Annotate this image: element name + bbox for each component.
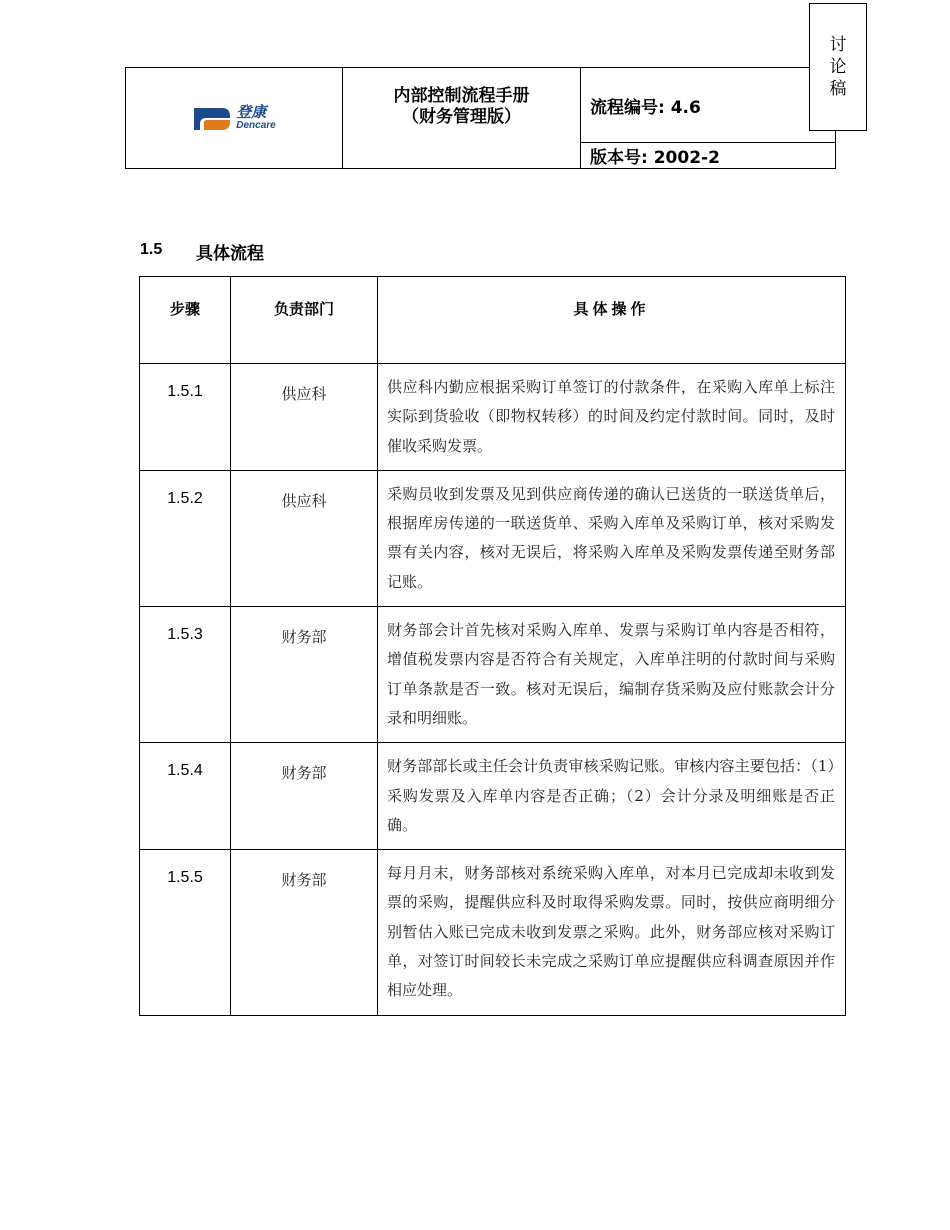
operation-text: 采购员收到发票及见到供应商传递的确认已送货的一联送货单后，根据库房传递的一联送货单、采购入库单及采购订单，核对采购发票有关内容，核对无误后，将采购入库单及采购发票传递至财务部记账。	[378, 470, 846, 606]
operation-text: 每月月末，财务部核对系统采购入库单，对本月已完成却未收到发票的采购，提醒供应科及时取得采购发票。同时，按供应商明细分别暂估入账已完成未收到发票之采购。此外，财务部应核对采购订单，对签订时间较长未完成之采购订单应提醒供应科调查原因并作相应处理。	[378, 850, 846, 1015]
procedure-table	[139, 276, 846, 1016]
draft-stamp	[809, 3, 867, 131]
table-row	[140, 743, 846, 850]
draft-char-3: 稿	[829, 79, 847, 99]
header-department: 负责部门	[231, 277, 378, 364]
process-code: 流程编号: 4.6	[581, 68, 836, 143]
document-header	[125, 67, 836, 169]
department: 财务部	[231, 607, 378, 743]
manual-title-line1: 内部控制流程手册	[393, 86, 530, 106]
dencare-logo-icon	[192, 104, 232, 132]
logo-chinese-name: 登康	[236, 103, 267, 121]
manual-title	[343, 68, 581, 169]
department: 供应科	[231, 470, 378, 606]
table-row	[140, 470, 846, 606]
draft-char-1: 讨	[829, 35, 847, 55]
company-logo	[192, 104, 275, 132]
logo-cell	[126, 68, 343, 169]
draft-char-2: 论	[829, 57, 847, 77]
operation-text: 财务部会计首先核对采购入库单、发票与采购订单内容是否相符，增值税发票内容是否符合有关规定，入库单注明的付款时间与采购订单条款是否一致。核对无误后，编制存货采购及应付账款会计分录和明细账。	[378, 607, 846, 743]
step-number: 1.5.4	[140, 743, 231, 850]
table-row	[140, 607, 846, 743]
section-number: 1.5	[140, 241, 163, 258]
operation-text: 供应科内勤应根据采购订单签订的付款条件，在采购入库单上标注实际到货验收（即物权转移）的时间及约定付款时间。同时，及时催收采购发票。	[378, 364, 846, 471]
step-number: 1.5.3	[140, 607, 231, 743]
manual-title-line2: （财务管理版）	[402, 107, 521, 127]
table-header-row	[140, 277, 846, 364]
header-operation: 具体操作	[378, 277, 846, 364]
department: 供应科	[231, 364, 378, 471]
section-title: 具体流程	[196, 244, 264, 264]
logo-english-name: Dencare	[236, 120, 276, 131]
operation-text: 财务部部长或主任会计负责审核采购记账。审核内容主要包括：（1）采购发票及入库单内容是否正确；（2）会计分录及明细账是否正确。	[378, 743, 846, 850]
step-number: 1.5.2	[140, 470, 231, 606]
header-step: 步骤	[140, 277, 231, 364]
step-number: 1.5.1	[140, 364, 231, 471]
step-number: 1.5.5	[140, 850, 231, 1015]
department: 财务部	[231, 850, 378, 1015]
table-row	[140, 850, 846, 1015]
department: 财务部	[231, 743, 378, 850]
table-row	[140, 364, 846, 471]
version-number: 版本号: 2002-2	[581, 143, 836, 169]
